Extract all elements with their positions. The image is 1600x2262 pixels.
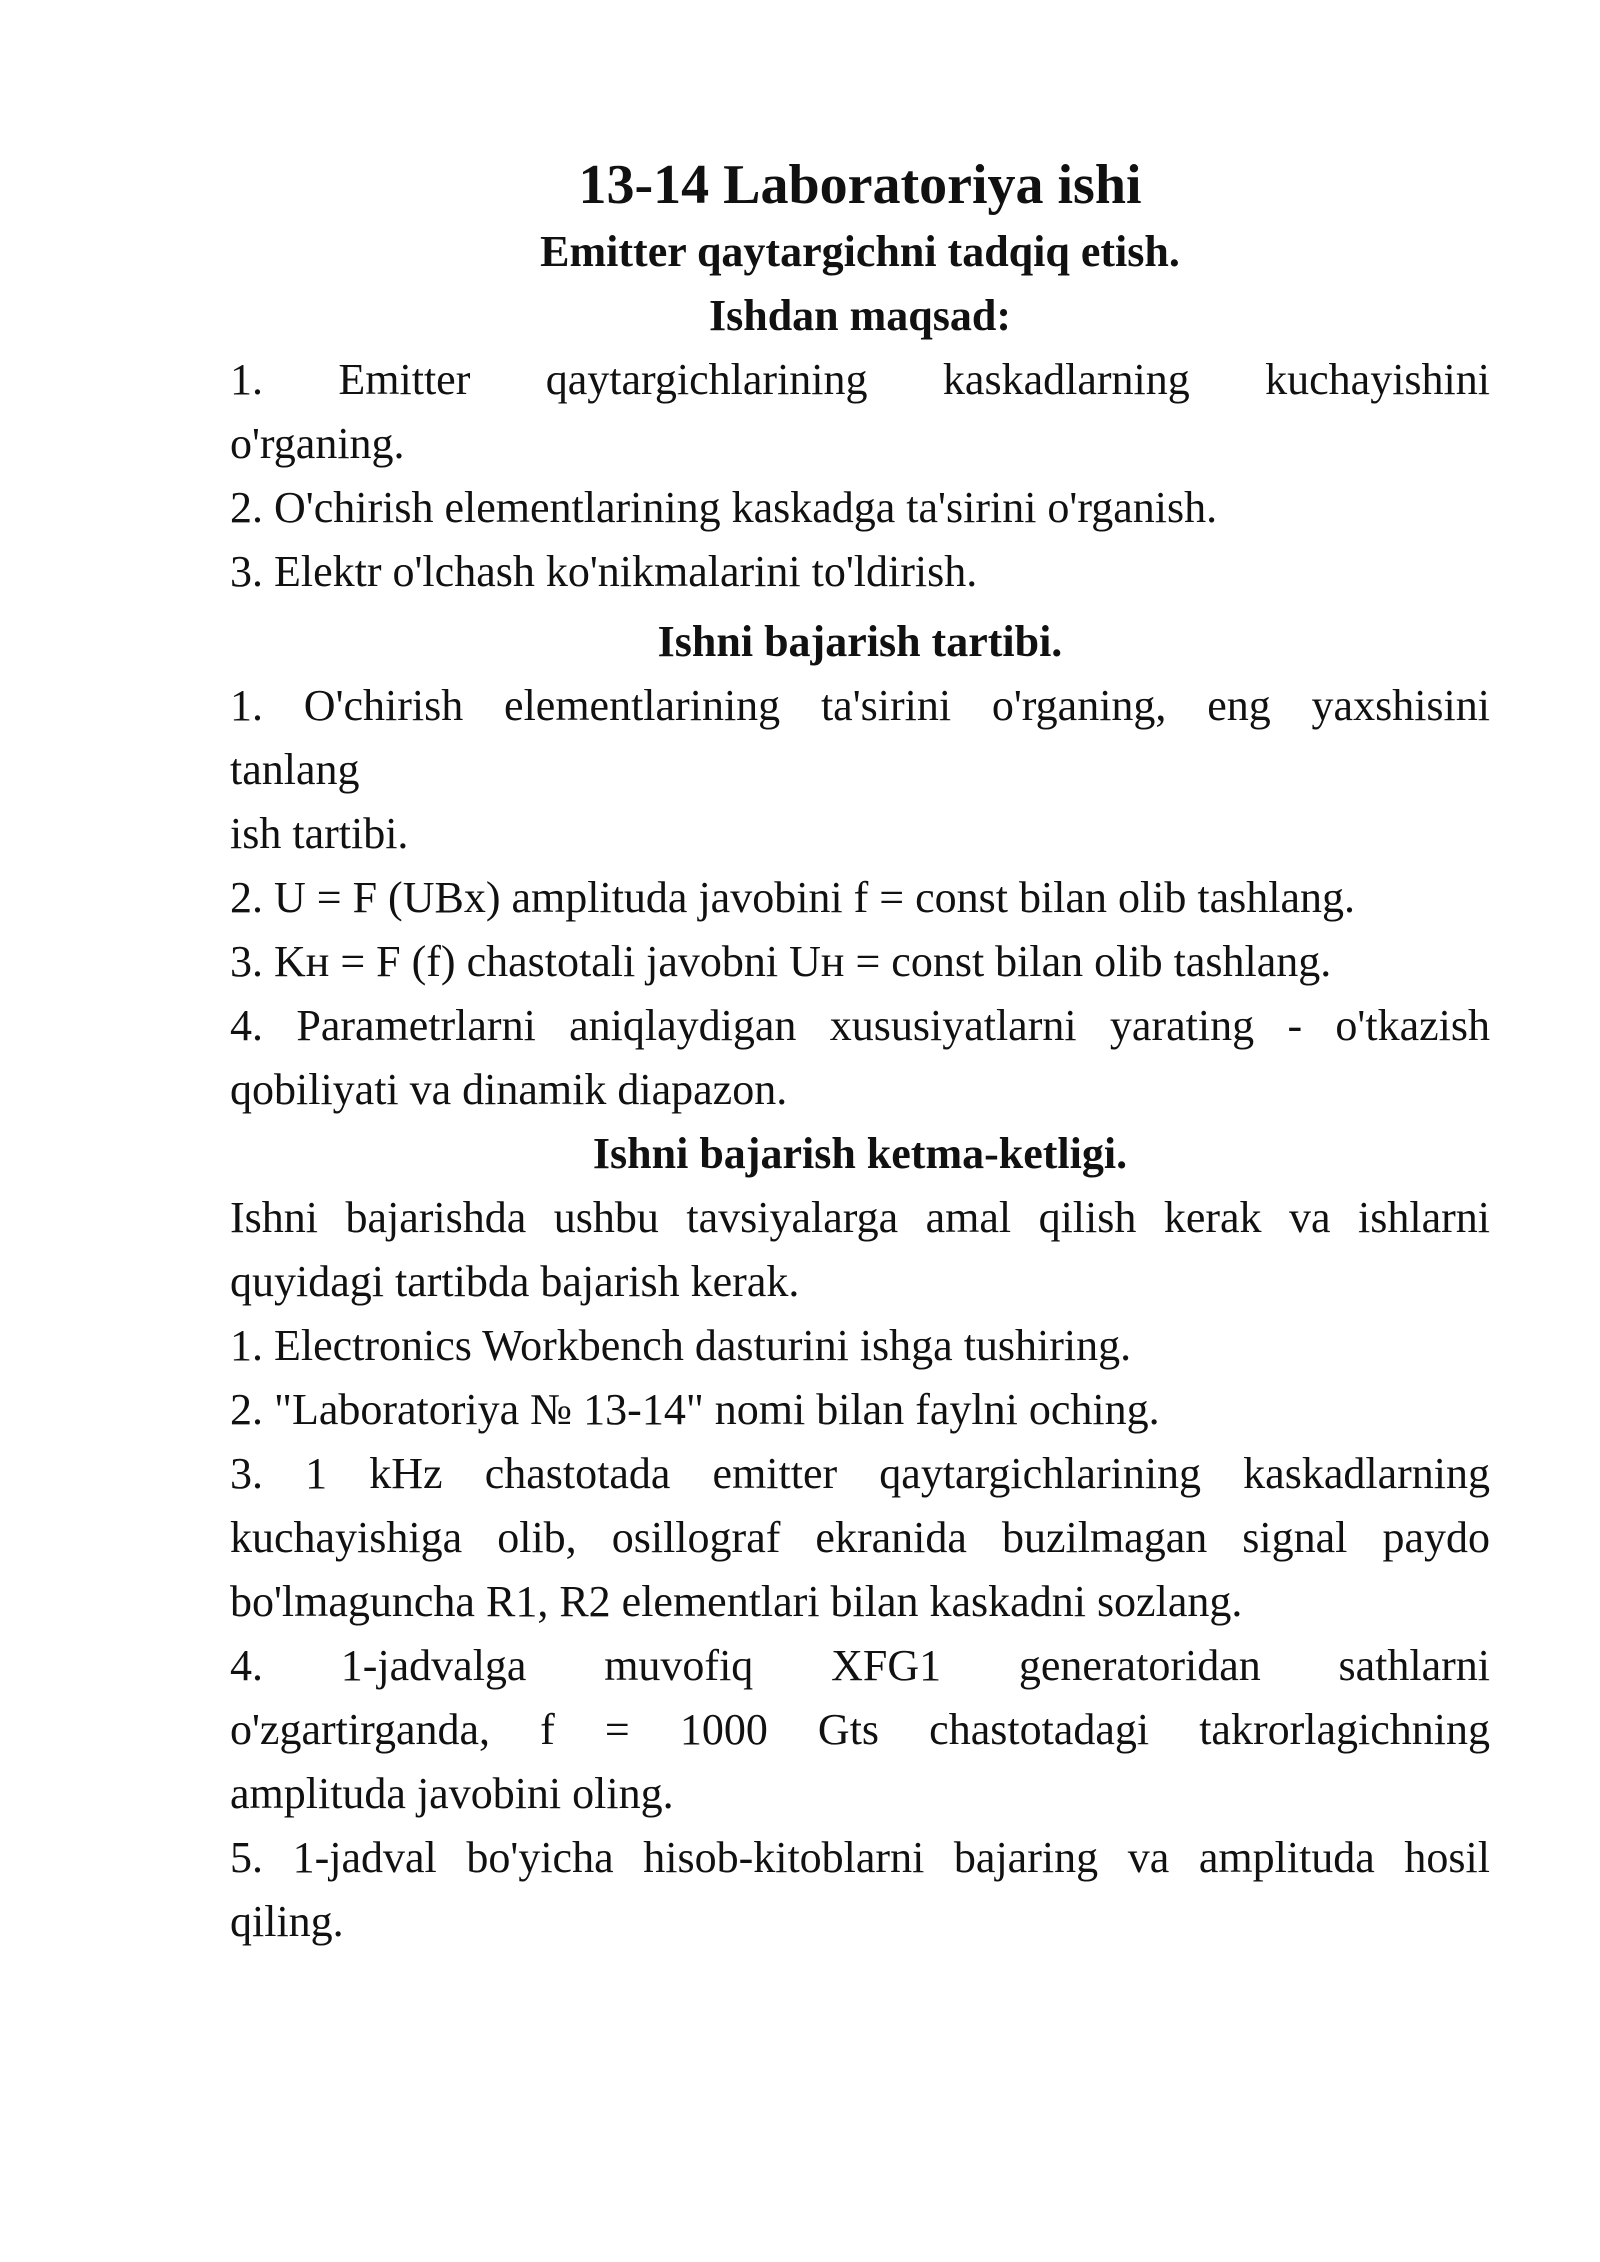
aim-item-1-line-1: 1. Emitter qaytargichlarining kaskadlarning kuchayishini (230, 355, 1490, 404)
procedure-item-1-line-2: tanlang (230, 745, 360, 794)
sequence-item-4-line-2: o'zgartirganda, f = 1000 Gts chastotadagi takrorlagichning (230, 1705, 1490, 1754)
sequence-item-2: 2. "Laboratoriya № 13-14" nomi bilan faylni oching. (230, 1385, 1160, 1434)
page-title: 13-14 Laboratoriya ishi (578, 154, 1142, 216)
sequence-item-3-line-3: bo'lmaguncha R1, R2 elementlari bilan kaskadni sozlang. (230, 1577, 1243, 1626)
sequence-item-4-line-1: 4. 1-jadvalga muvofiq XFG1 generatoridan sathlarni (230, 1641, 1490, 1690)
sequence-item-3-line-2: kuchayishiga olib, osillograf ekranida buzilmagan signal paydo (230, 1513, 1490, 1562)
document-page (230, 150, 1490, 1954)
sequence-item-3-line-1: 3. 1 kHz chastotada emitter qaytargichlarining kaskadlarning (230, 1449, 1490, 1498)
sequence-item-4-line-3: amplituda javobini oling. (230, 1769, 674, 1818)
aim-item-1-line-2: o'rganing. (230, 419, 405, 468)
aim-item-3: 3. Elektr o'lchash ko'nikmalarini to'ldirish. (230, 547, 978, 596)
sequence-item-1: 1. Electronics Workbench dasturini ishga tushiring. (230, 1321, 1132, 1370)
procedure-item-4-line-1: 4. Parametrlarni aniqlaydigan xususiyatlarni yarating - o'tkazish (230, 1001, 1490, 1050)
procedure-item-1-line-3: ish tartibi. (230, 809, 409, 858)
procedure-item-1-line-1: 1. O'chirish elementlarining ta'sirini o'rganing, eng yaxshisini (230, 681, 1490, 730)
aim-heading: Ishdan maqsad: (708, 291, 1012, 340)
sequence-item-5-line-1: 5. 1-jadval bo'yicha hisob-kitoblarni bajaring va amplituda hosil (230, 1833, 1490, 1882)
page-subtitle: Emitter qaytargichni tadqiq etish. (540, 227, 1180, 276)
procedure-item-4-line-2: qobiliyati va dinamik diapazon. (230, 1065, 788, 1114)
sequence-intro-line-1: Ishni bajarishda ushbu tavsiyalarga amal qilish kerak va ishlarni (230, 1193, 1490, 1242)
procedure-item-3: 3. Kн = F (f) chastotali javobni Uн = const bilan olib tashlang. (230, 937, 1332, 986)
aim-item-2: 2. O'chirish elementlarining kaskadga ta'sirini o'rganish. (230, 483, 1218, 532)
procedure-item-2: 2. U = F (UBx) amplituda javobini f = const bilan olib tashlang. (230, 873, 1356, 922)
sequence-intro-line-2: quyidagi tartibda bajarish kerak. (230, 1257, 800, 1306)
sequence-heading: Ishni bajarish ketma-ketligi. (592, 1129, 1128, 1178)
procedure-heading: Ishni bajarish tartibi. (657, 617, 1063, 666)
sequence-item-5-line-2: qiling. (230, 1897, 344, 1946)
